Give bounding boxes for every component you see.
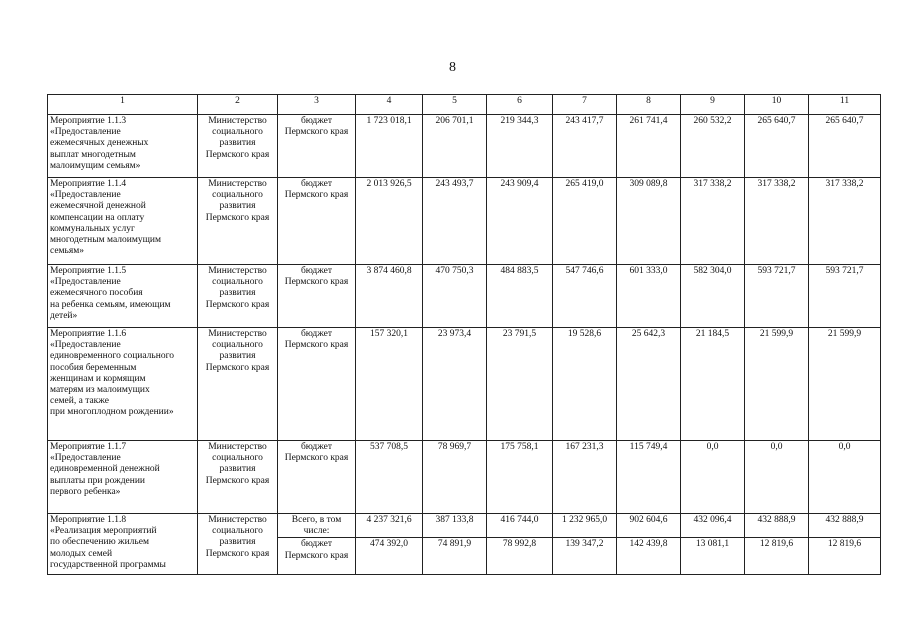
table-row <box>48 514 881 538</box>
value-cell: 243 493,7 <box>423 178 487 265</box>
funding-source-total-cell: Всего, в том числе: <box>278 514 356 538</box>
value-cell: 601 333,0 <box>617 265 681 328</box>
total-value-cell: 387 133,8 <box>423 514 487 538</box>
table-row <box>48 265 881 328</box>
funding-source-cell: бюджет Пермского края <box>278 265 356 328</box>
value-cell: 537 708,5 <box>356 441 423 514</box>
total-value-cell: 902 604,6 <box>617 514 681 538</box>
total-value-cell: 432 888,9 <box>745 514 809 538</box>
value-cell: 142 439,8 <box>617 538 681 575</box>
value-cell: 309 089,8 <box>617 178 681 265</box>
column-header-9: 9 <box>681 95 745 115</box>
value-cell: 78 969,7 <box>423 441 487 514</box>
value-cell: 593 721,7 <box>809 265 881 328</box>
activity-name-cell: Мероприятие 1.1.8 «Реализация мероприятий по обеспечению жильем молодых семей государственной программы <box>48 514 198 575</box>
value-cell: 1 723 018,1 <box>356 115 423 178</box>
activity-name-cell: Мероприятие 1.1.6 «Предоставление единовременного социального пособия беременным женщинам и кормящим матерям из малоимущих семей, а также при многоплодном рождении» <box>48 328 198 441</box>
value-cell: 139 347,2 <box>553 538 617 575</box>
responsible-cell: Министерство социального развития Пермского края <box>198 115 278 178</box>
value-cell: 582 304,0 <box>681 265 745 328</box>
activity-name-cell: Мероприятие 1.1.5 «Предоставление ежемесячного пособия на ребенка семьям, имеющим детей» <box>48 265 198 328</box>
value-cell: 21 599,9 <box>745 328 809 441</box>
value-cell: 265 640,7 <box>745 115 809 178</box>
column-header-10: 10 <box>745 95 809 115</box>
activity-name-cell: Мероприятие 1.1.7 «Предоставление единовременной денежной выплаты при рождении первого ребенка» <box>48 441 198 514</box>
value-cell: 74 891,9 <box>423 538 487 575</box>
column-header-5: 5 <box>423 95 487 115</box>
value-cell: 12 819,6 <box>745 538 809 575</box>
total-value-cell: 4 237 321,6 <box>356 514 423 538</box>
value-cell: 78 992,8 <box>487 538 553 575</box>
responsible-cell: Министерство социального развития Пермского края <box>198 328 278 441</box>
funding-source-cell: бюджет Пермского края <box>278 328 356 441</box>
responsible-cell: Министерство социального развития Пермского края <box>198 441 278 514</box>
table-row <box>48 115 881 178</box>
value-cell: 261 741,4 <box>617 115 681 178</box>
page-number: 8 <box>449 60 456 75</box>
total-value-cell: 1 232 965,0 <box>553 514 617 538</box>
value-cell: 21 599,9 <box>809 328 881 441</box>
value-cell: 3 874 460,8 <box>356 265 423 328</box>
value-cell: 265 640,7 <box>809 115 881 178</box>
value-cell: 25 642,3 <box>617 328 681 441</box>
column-header-2: 2 <box>198 95 278 115</box>
activity-name-cell: Мероприятие 1.1.4 «Предоставление ежемесячной денежной компенсации на оплату коммунальных услуг многодетным малоимущим семьям» <box>48 178 198 265</box>
value-cell: 19 528,6 <box>553 328 617 441</box>
value-cell: 243 909,4 <box>487 178 553 265</box>
responsible-cell: Министерство социального развития Пермского края <box>198 265 278 328</box>
value-cell: 206 701,1 <box>423 115 487 178</box>
value-cell: 2 013 926,5 <box>356 178 423 265</box>
value-cell: 470 750,3 <box>423 265 487 328</box>
value-cell: 0,0 <box>681 441 745 514</box>
value-cell: 167 231,3 <box>553 441 617 514</box>
value-cell: 157 320,1 <box>356 328 423 441</box>
table-row <box>48 328 881 441</box>
value-cell: 265 419,0 <box>553 178 617 265</box>
value-cell: 219 344,3 <box>487 115 553 178</box>
value-cell: 317 338,2 <box>809 178 881 265</box>
value-cell: 23 791,5 <box>487 328 553 441</box>
funding-source-cell: бюджет Пермского края <box>278 115 356 178</box>
header-row <box>48 95 881 115</box>
value-cell: 547 746,6 <box>553 265 617 328</box>
value-cell: 243 417,7 <box>553 115 617 178</box>
total-value-cell: 432 888,9 <box>809 514 881 538</box>
responsible-cell: Министерство социального развития Пермского края <box>198 178 278 265</box>
value-cell: 12 819,6 <box>809 538 881 575</box>
column-header-4: 4 <box>356 95 423 115</box>
column-header-1: 1 <box>48 95 198 115</box>
value-cell: 21 184,5 <box>681 328 745 441</box>
funding-source-cell: бюджет Пермского края <box>278 538 356 575</box>
funding-source-cell: бюджет Пермского края <box>278 178 356 265</box>
value-cell: 484 883,5 <box>487 265 553 328</box>
column-header-6: 6 <box>487 95 553 115</box>
column-header-8: 8 <box>617 95 681 115</box>
value-cell: 13 081,1 <box>681 538 745 575</box>
total-value-cell: 432 096,4 <box>681 514 745 538</box>
column-header-3: 3 <box>278 95 356 115</box>
table-row <box>48 178 881 265</box>
column-header-7: 7 <box>553 95 617 115</box>
funding-source-cell: бюджет Пермского края <box>278 441 356 514</box>
value-cell: 115 749,4 <box>617 441 681 514</box>
table-row <box>48 441 881 514</box>
activity-name-cell: Мероприятие 1.1.3 «Предоставление ежемесячных денежных выплат многодетным малоимущим семьям» <box>48 115 198 178</box>
value-cell: 593 721,7 <box>745 265 809 328</box>
value-cell: 23 973,4 <box>423 328 487 441</box>
column-header-11: 11 <box>809 95 881 115</box>
value-cell: 0,0 <box>809 441 881 514</box>
budget-table <box>47 94 881 575</box>
value-cell: 260 532,2 <box>681 115 745 178</box>
value-cell: 175 758,1 <box>487 441 553 514</box>
responsible-cell: Министерство социального развития Пермского края <box>198 514 278 575</box>
total-value-cell: 416 744,0 <box>487 514 553 538</box>
value-cell: 317 338,2 <box>745 178 809 265</box>
value-cell: 317 338,2 <box>681 178 745 265</box>
value-cell: 0,0 <box>745 441 809 514</box>
value-cell: 474 392,0 <box>356 538 423 575</box>
